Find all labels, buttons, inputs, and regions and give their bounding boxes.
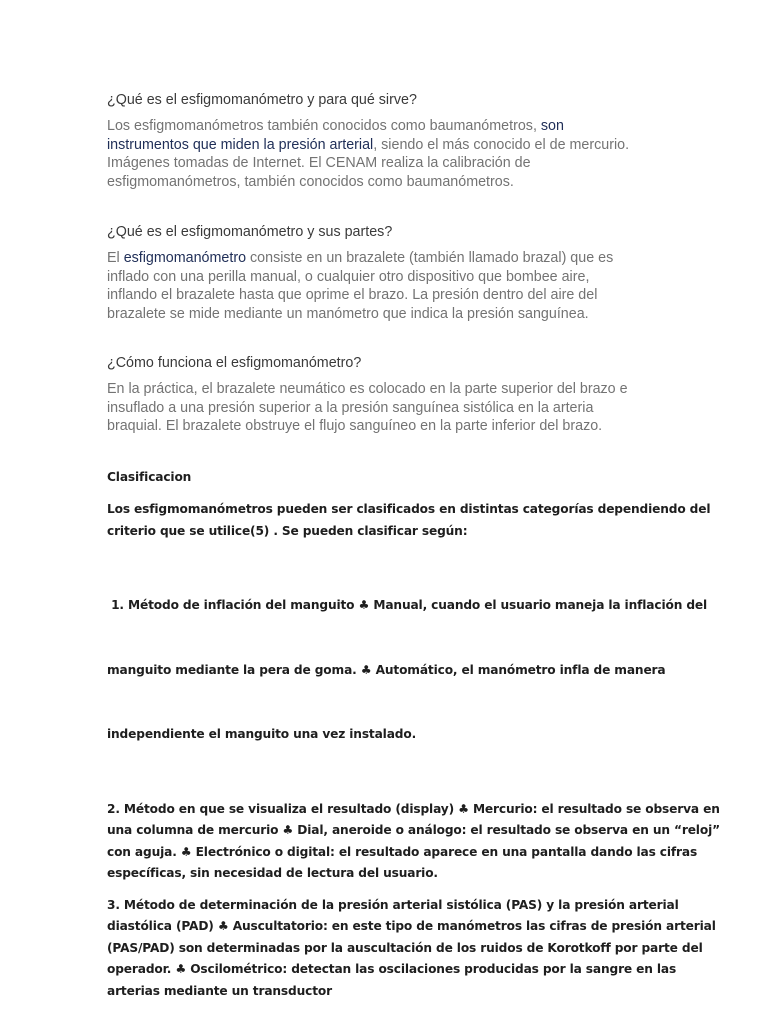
section-question: ¿Qué es el esfigmomanómetro y para qué sirve? — [107, 92, 417, 108]
paragraph-line: 2. Método en que se visualiza el resultado (display) ♣ Mercurio: el resultado se observa en — [107, 801, 720, 816]
paragraph-line: independiente el manguito una vez instalado. — [107, 727, 417, 741]
paragraph-line: inflando el brazalete hasta que oprime el brazo. La presión dentro del aire del — [107, 287, 598, 303]
paragraph-line — [107, 117, 708, 136]
section-paragraph — [107, 249, 708, 323]
clasificacion-item — [107, 799, 720, 885]
clasificacion-intro — [107, 499, 711, 542]
paragraph-line: 3. Método de determinación de la presión arterial sistólica (PAS) y la presión arterial — [107, 897, 679, 912]
paragraph-line: (PAS/PAD) son determinadas por la auscultación de los ruidos de Korotkoff por parte del — [107, 940, 703, 955]
section-paragraph — [107, 117, 708, 191]
paragraph-line: insuflado a una presión superior a la presión sanguínea sistólica en la arteria — [107, 399, 594, 416]
text-run: Los esfigmomanómetros también conocidos como baumanómetros, — [107, 118, 541, 134]
clasificacion-item — [107, 552, 708, 789]
paragraph-line: criterio que se utilice(5) . Se pueden clasificar según: — [107, 523, 468, 538]
paragraph-line: diastólica (PAD) ♣ Auscultatorio: en este tipo de manómetros las cifras de presión arterial — [107, 919, 716, 933]
highlighted-link[interactable]: son — [540, 118, 564, 134]
paragraph-line: con aguja. ♣ Electrónico o digital: el resultado aparece en una pantalla dando las cifras — [107, 844, 698, 859]
paragraph-line — [107, 136, 708, 155]
highlighted-link[interactable]: esfigmomanómetro — [123, 250, 247, 266]
section-paragraph — [107, 380, 708, 436]
paragraph-line: inflado con una perilla manual, o cualquier otro dispositivo que bombee aire, — [107, 268, 590, 285]
text-run: , siendo el más conocido el de mercurio. — [373, 136, 630, 153]
paragraph-line: operador. ♣ Oscilométrico: detectan las oscilaciones producidas por la sangre en las — [107, 962, 677, 976]
paragraph-line: Imágenes tomadas de Internet. El CENAM realiza la calibración de — [107, 155, 531, 171]
paragraph-line: Los esfigmomanómetros pueden ser clasificados en distintas categorías dependiendo del — [107, 502, 711, 516]
paragraph-line: específicas, sin necesidad de lectura del usuario. — [107, 866, 438, 880]
paragraph-line: En la práctica, el brazalete neumático es colocado en la parte superior del brazo e — [107, 381, 628, 397]
clasificacion-title: Clasificacion — [107, 469, 192, 484]
paragraph-line: arterias mediante un transductor — [107, 983, 332, 998]
section-question: ¿Cómo funciona el esfigmomanómetro? — [107, 355, 362, 371]
text-run: El — [107, 250, 124, 266]
paragraph-line: una columna de mercurio ♣ Dial, aneroide o análogo: el resultado se observa en un “reloj” — [107, 823, 720, 837]
paragraph-line: 1. Método de inflación del manguito ♣ Manual, cuando el usuario maneja la inflación del — [107, 598, 708, 612]
section-question: ¿Qué es el esfigmomanómetro y sus partes? — [107, 224, 393, 240]
paragraph-line: manguito mediante la pera de goma. ♣ Automático, el manómetro infla de manera — [107, 662, 666, 677]
text-run: consiste en un brazalete (también llamado brazal) que es — [246, 250, 614, 266]
paragraph-line: braquial. El brazalete obstruye el flujo sanguíneo en la parte inferior del brazo. — [107, 418, 603, 434]
paragraph-line: esfigmomanómetros, también conocidos como baumanómetros. — [107, 173, 514, 190]
paragraph-line: brazalete se mide mediante un manómetro que indica la presión sanguínea. — [107, 305, 589, 322]
paragraph-line — [107, 249, 708, 268]
clasificacion-item — [107, 895, 716, 1003]
highlighted-link[interactable]: instrumentos que miden la presión arterial — [107, 136, 374, 153]
